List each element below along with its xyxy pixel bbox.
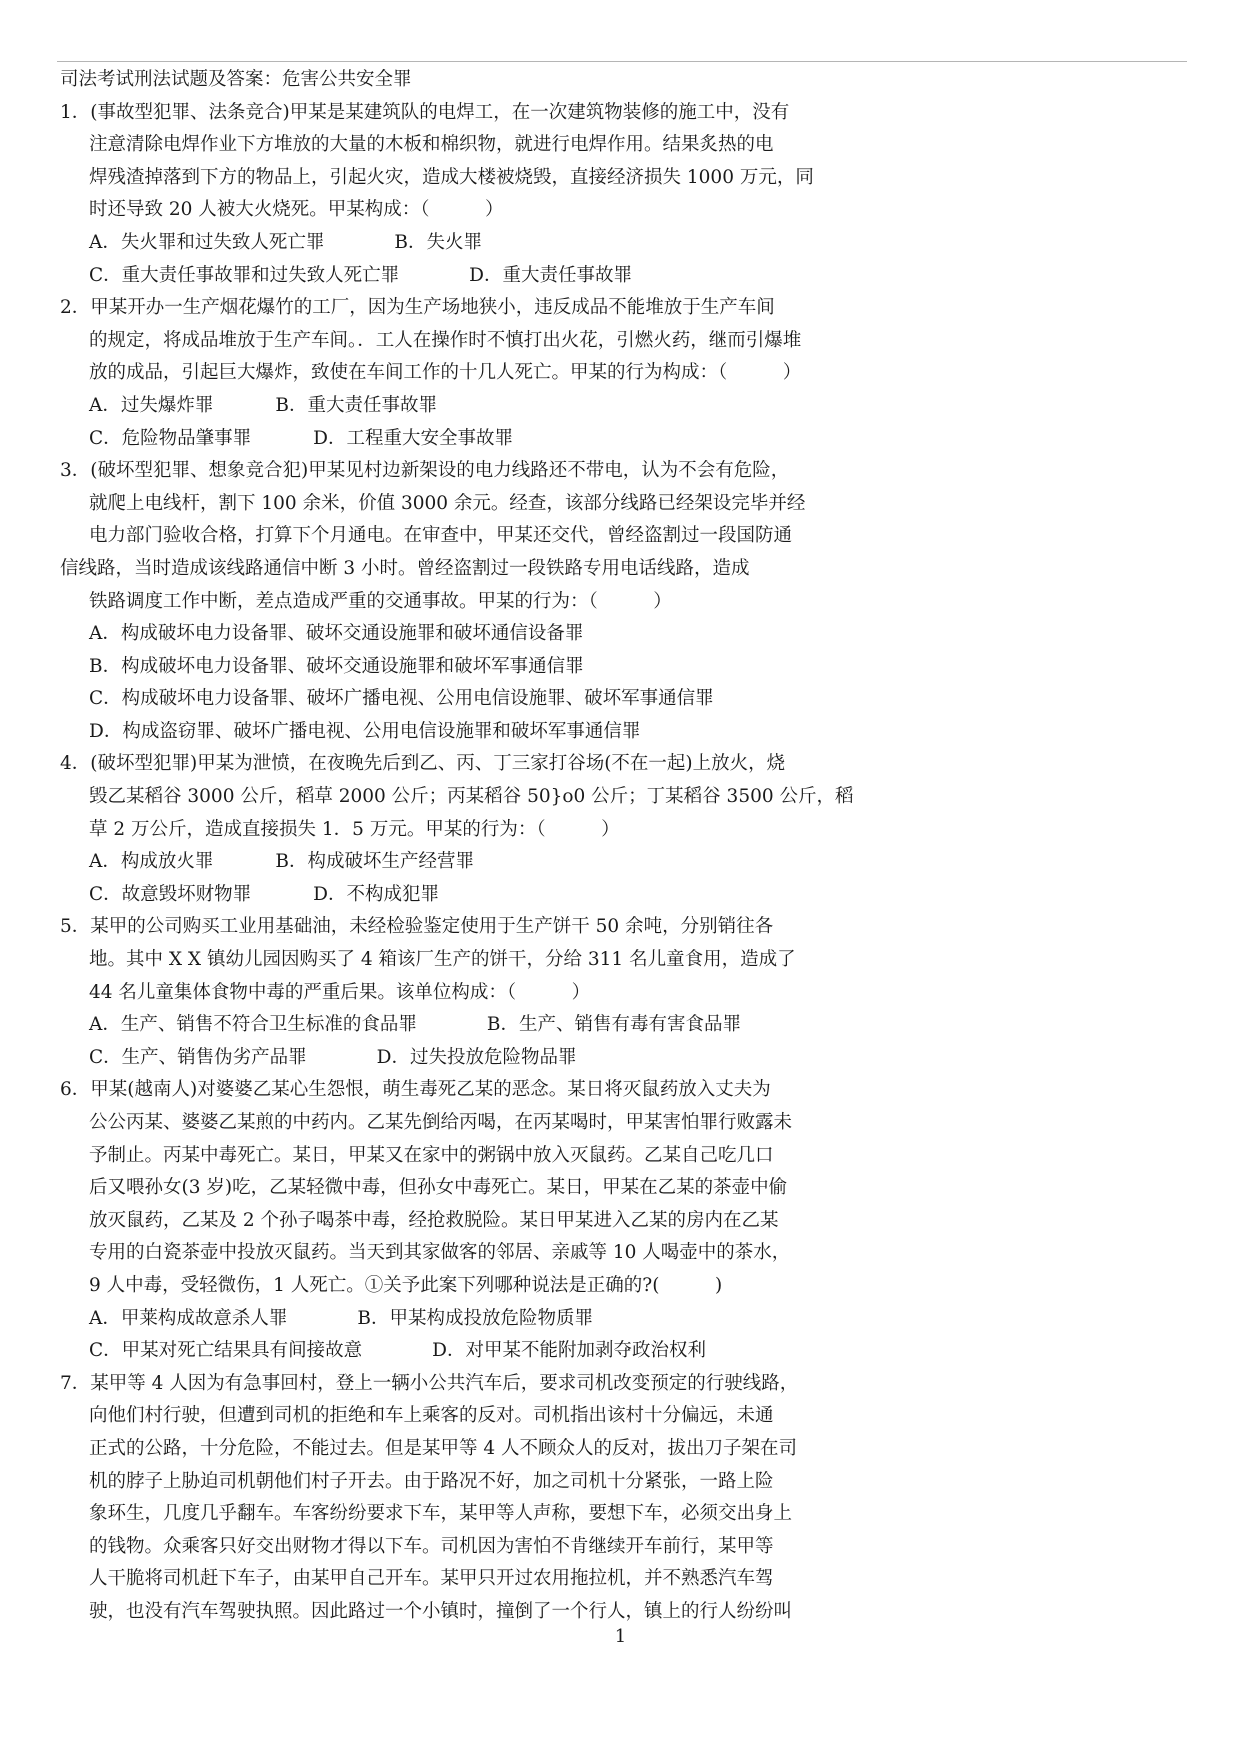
- question-text-line: 正式的公路，十分危险，不能过去。但是某甲等 4 人不顾众人的反对，拔出刀子架在司: [89, 1437, 798, 1459]
- question-4: [0, 748, 1241, 911]
- option-row: [0, 423, 1241, 456]
- option-b: B．甲某构成投放危险物质罪: [357, 1307, 593, 1329]
- question-text-line: 人干脆将司机赶下车子，由某甲自己开车。某甲只开过农用拖拉机，并不熟悉汽车驾: [89, 1568, 774, 1590]
- option-c: C．生产、销售伪劣产品罪: [89, 1046, 307, 1068]
- question-text-line: 4．(破坏型犯罪)甲某为泄愤，在夜晚先后到乙、丙、丁三家打谷场(不在一起)上放火，烧: [60, 753, 786, 775]
- question-text-line: 驶，也没有汽车驾驶执照。因此路过一个小镇时，撞倒了一个行人，镇上的行人纷纷叫: [89, 1600, 793, 1622]
- question-text-line: 焊残渣掉落到下方的物品上，引起火灾，造成大楼被烧毁，直接经济损失 1000 万元，同: [89, 166, 814, 188]
- option-c: C．故意毁坏财物罪: [89, 883, 252, 905]
- question-text-line: 的规定，将成品堆放于生产车间。．工人在操作时不慎打出火花，引燃火药，继而引爆堆: [89, 329, 802, 351]
- question-text-line: 放的成品，引起巨大爆炸，致使在车间工作的十几人死亡。甲某的行为构成：（ ）: [89, 362, 802, 384]
- question-text-line: 44 名儿童集体食物中毒的严重后果。该单位构成：（ ）: [89, 981, 591, 1003]
- option-c: C．重大责任事故罪和过失致人死亡罪: [89, 264, 400, 286]
- question-text-line: 的钱物。众乘客只好交出财物才得以下车。司机因为害怕不肯继续开车前行，某甲等: [89, 1535, 774, 1557]
- option-a: A．构成放火罪: [89, 851, 214, 873]
- header-rule: [57, 61, 1187, 62]
- question-text-line: 9 人中毒，受轻微伤，1 人死亡。①关予此案下列哪种说法是正确的?( ): [89, 1274, 723, 1296]
- question-text-line: 铁路调度工作中断，差点造成严重的交通事故。甲某的行为：（ ）: [89, 590, 672, 612]
- option-d: D．重大责任事故罪: [469, 264, 633, 286]
- option-row: [0, 846, 1241, 879]
- document-title: 司法考试刑法试题及答案：危害公共安全罪: [60, 69, 412, 90]
- question-3: [0, 455, 1241, 748]
- question-1: [0, 97, 1241, 293]
- option-d: D．对甲某不能附加剥夺政治权利: [432, 1340, 707, 1362]
- question-text-line: 地。其中 X X 镇幼儿园因购买了 4 箱该厂生产的饼干，分给 311 名儿童食用，造成了: [89, 949, 796, 971]
- option-row: [0, 1303, 1241, 1336]
- option-d: D．构成盗窃罪、破坏广播电视、公用电信设施罪和破坏军事通信罪: [89, 720, 641, 742]
- option-c: C．甲某对死亡结果具有间接故意: [89, 1340, 363, 1362]
- option-row: [0, 390, 1241, 423]
- option-row: [0, 1335, 1241, 1368]
- option-row: [0, 1009, 1241, 1042]
- option-row: [0, 1042, 1241, 1075]
- option-row: [0, 260, 1241, 293]
- option-a: A．生产、销售不符合卫生标准的食品罪: [89, 1014, 417, 1036]
- question-text-line: 6．甲某(越南人)对婆婆乙某心生怨恨，萌生毒死乙某的恶念。某日将灭鼠药放入丈夫为: [60, 1079, 771, 1101]
- question-text-line: 公公丙某、婆婆乙某煎的中药内。乙某先倒给丙喝，在丙某喝时，甲某害怕罪行败露未: [89, 1112, 793, 1133]
- option-b: B．构成破坏生产经营罪: [275, 851, 474, 873]
- option-row: [0, 227, 1241, 260]
- question-text-line: 向他们村行驶，但遭到司机的拒绝和车上乘客的反对。司机指出该村十分偏远，未通: [89, 1405, 774, 1427]
- question-text-line: 草 2 万公斤，造成直接损失 1．5 万元。甲某的行为：（ ）: [89, 818, 620, 840]
- option-c: C．危险物品肇事罪: [89, 427, 252, 449]
- question-text-line: 象环生，几度几乎翻车。车客纷纷要求下车，某甲等人声称，要想下车，必须交出身上: [89, 1503, 793, 1525]
- question-5: [0, 911, 1241, 1074]
- question-text-line: 7．某甲等 4 人因为有急事回村，登上一辆小公共汽车后，要求司机改变预定的行驶线路，: [60, 1372, 799, 1394]
- question-text-line: 予制止。丙某中毒死亡。某日，甲某又在家中的粥锅中放入灭鼠药。乙某自己吃几口: [89, 1144, 774, 1166]
- question-text-line: 专用的白瓷茶壶中投放灭鼠药。当天到其家做客的邻居、亲戚等 10 人喝壶中的茶水，: [89, 1242, 791, 1264]
- question-text-line: 3．(破坏型犯罪、想象竞合犯)甲某见村边新架设的电力线路还不带电，认为不会有危险，: [60, 460, 790, 482]
- option-a: A．甲莱构成故意杀人罪: [89, 1307, 288, 1329]
- question-6: [0, 1074, 1241, 1367]
- option-a: A．失火罪和过失致人死亡罪: [89, 231, 325, 253]
- question-text-line: 1．(事故型犯罪、法条竞合)甲某是某建筑队的电焊工，在一次建筑物装修的施工中，没有: [60, 101, 790, 123]
- question-text-line: 后又喂孙女(3 岁)吃，乙某轻微中毒，但孙女中毒死亡。某日，甲某在乙某的茶壶中偷: [89, 1177, 788, 1199]
- option-c: C．构成破坏电力设备罪、破坏广播电视、公用电信设施罪、破坏军事通信罪: [89, 688, 714, 710]
- option-b: B．失火罪: [394, 231, 482, 253]
- option-d: D．不构成犯罪: [313, 883, 439, 905]
- question-text-line: 就爬上电线杆，割下 100 余米，价值 3000 余元。经查，该部分线路已经架设完毕并经: [89, 492, 806, 514]
- option-b: B．生产、销售有毒有害食品罪: [486, 1014, 741, 1036]
- option-row: [0, 879, 1241, 912]
- question-7: [0, 1368, 1241, 1629]
- question-2: [0, 292, 1241, 455]
- question-text-line: 信线路，当时造成该线路通信中断 3 小时。曾经盗割过一段铁路专用电话线路，造成: [60, 557, 750, 579]
- option-b: B．重大责任事故罪: [275, 394, 437, 416]
- option-d: D．过失投放危险物品罪: [376, 1046, 577, 1068]
- option-b: B．构成破坏电力设备罪、破坏交通设施罪和破坏军事通信罪: [89, 655, 584, 677]
- question-text-line: 时还导致 20 人被大火烧死。甲某构成：（ ）: [89, 199, 504, 221]
- option-a: A．构成破坏电力设备罪、破坏交通设施罪和破坏通信设备罪: [89, 623, 584, 645]
- question-text-line: 注意清除电焊作业下方堆放的大量的木板和棉织物，就进行电焊作用。结果炙热的电: [89, 134, 774, 156]
- question-text-line: 5．某甲的公司购买工业用基础油，未经检验鉴定使用于生产饼干 50 余吨，分别销往各: [60, 916, 774, 938]
- page-number: 1: [614, 1626, 627, 1647]
- document-page: [0, 64, 1241, 1629]
- question-text-line: 放灭鼠药，乙某及 2 个孙子喝茶中毒，经抢救脱险。某日甲某进入乙某的房内在乙某: [89, 1209, 779, 1231]
- question-text-line: 2．甲某开办一生产烟花爆竹的工厂，因为生产场地狭小，违反成品不能堆放于生产车间: [60, 297, 775, 319]
- question-text-line: 电力部门验收合格，打算下个月通电。在审查中，甲某还交代，曾经盗割过一段国防通: [89, 525, 793, 547]
- option-d: D．工程重大安全事故罪: [313, 427, 513, 449]
- option-a: A．过失爆炸罪: [89, 394, 214, 416]
- question-text-line: 机的脖子上胁迫司机朝他们村子开去。由于路况不好，加之司机十分紧张，一路上险: [89, 1470, 774, 1492]
- question-text-line: 毁乙某稻谷 3000 公斤，稻草 2000 公斤；丙某稻谷 50}o0 公斤；丁某稻谷 3500 公斤，稻: [89, 786, 854, 808]
